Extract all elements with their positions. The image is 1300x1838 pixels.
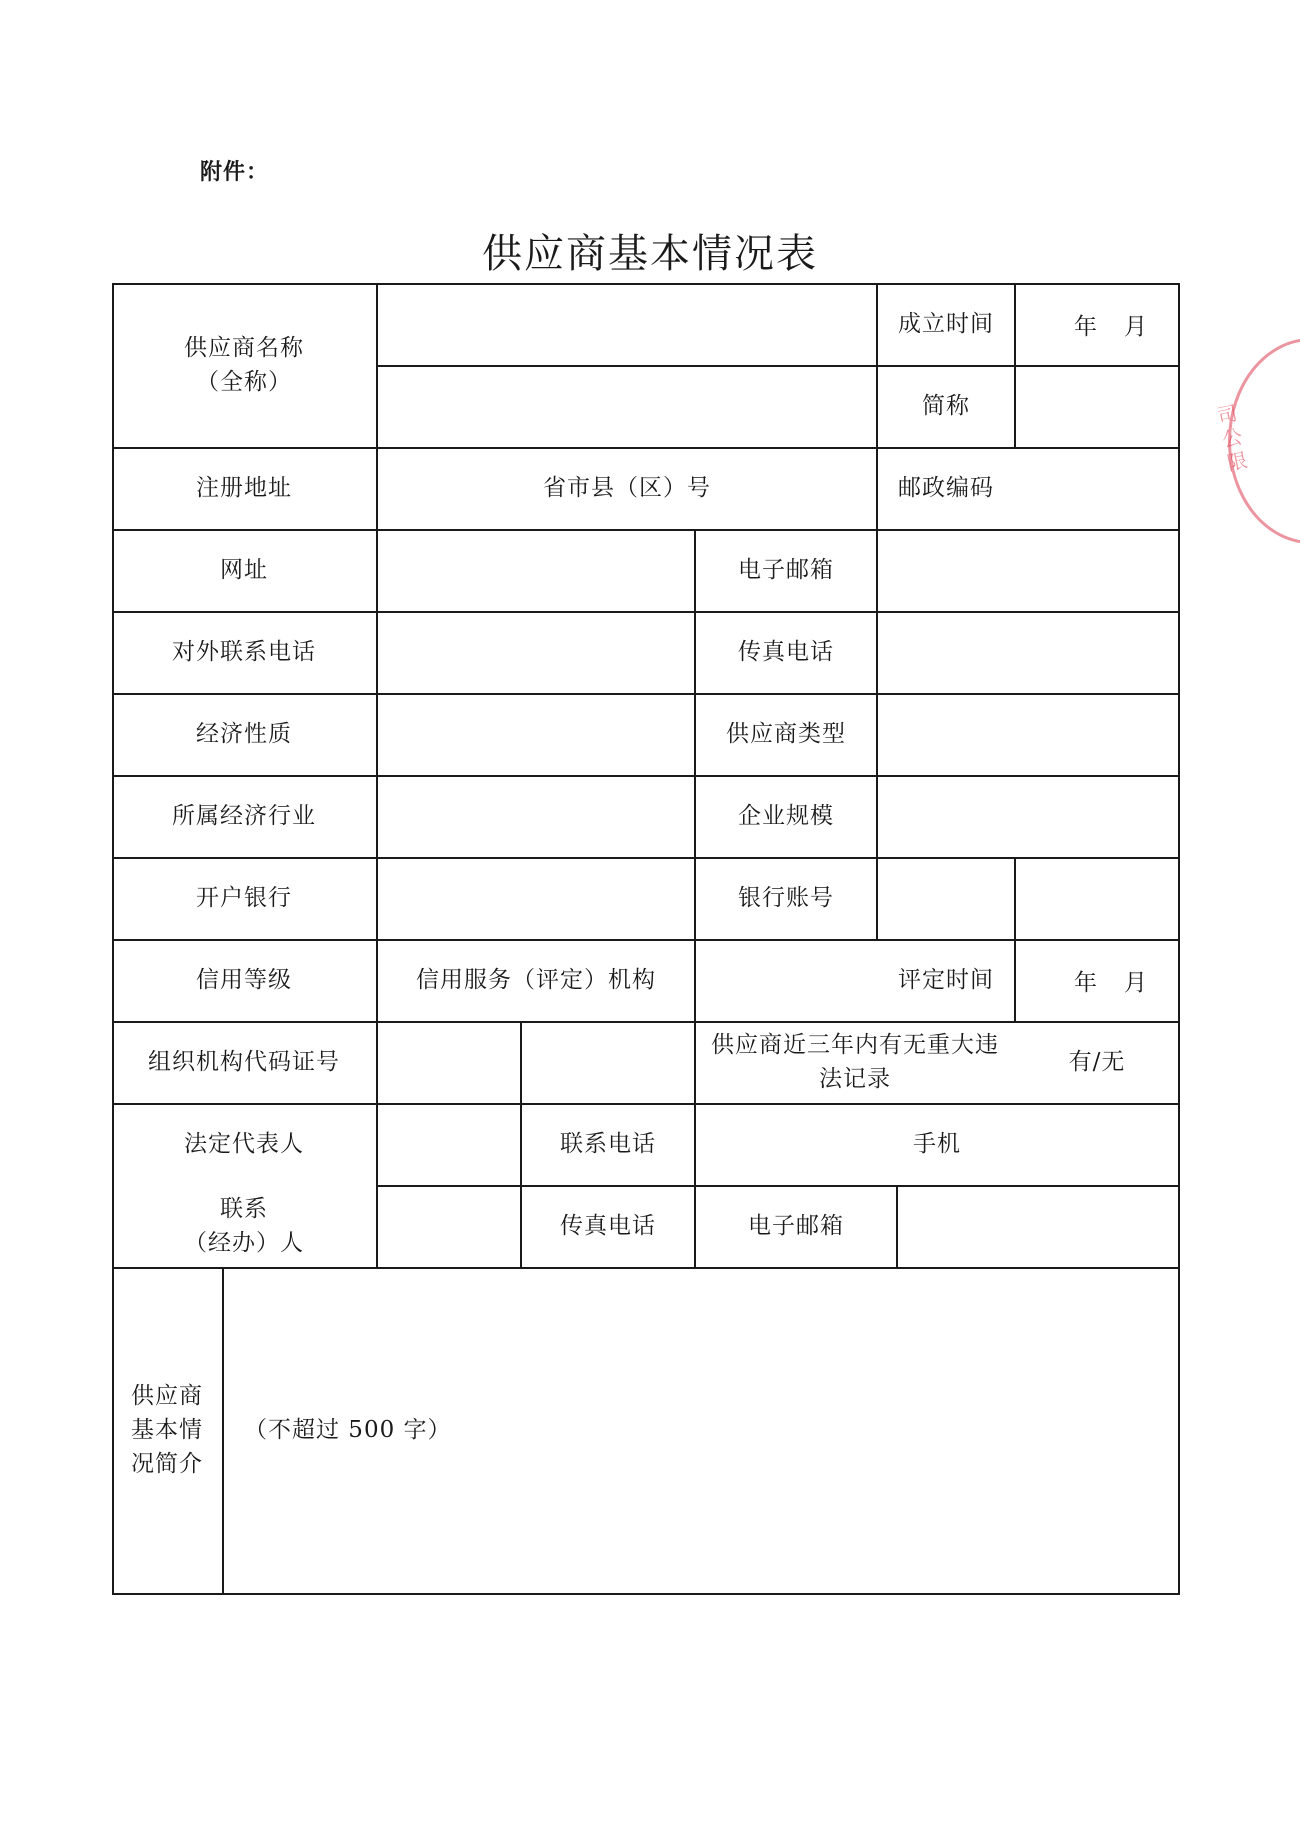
violation-choice: 有/无 [1068, 1049, 1126, 1075]
established-year-label: 年 [1074, 313, 1097, 340]
website-label: 网址 [220, 557, 268, 583]
contact-email-label: 电子邮箱 [748, 1213, 844, 1239]
col-divider [222, 1267, 224, 1595]
supplier-name-label: 供应商名称 （全称） [184, 335, 304, 395]
legal-rep-phone-label: 联系电话 [560, 1131, 656, 1157]
address-template: 省市县（区）号 [543, 475, 711, 501]
credit-agency-label: 信用服务（评定）机构 [416, 967, 656, 993]
seal-text: 司 公 限 [1214, 400, 1250, 476]
form-border-bottom [112, 1593, 1180, 1595]
col-divider [896, 1185, 898, 1267]
attachment-label: 附件： [200, 160, 270, 185]
col-divider [876, 857, 878, 939]
short-name-label: 简称 [922, 393, 970, 419]
rating-year-label: 年 [1074, 969, 1097, 996]
col-divider [376, 283, 378, 1267]
col-divider [1014, 283, 1016, 447]
supplier-info-form [112, 283, 1180, 1595]
org-code-label: 组织机构代码证号 [148, 1049, 340, 1075]
col-divider [1014, 857, 1016, 1021]
rating-month-label: 月 [1124, 969, 1147, 996]
external-phone-label: 对外联系电话 [172, 639, 316, 665]
contact-person-label: 联系 （经办）人 [184, 1196, 304, 1256]
registered-address-label: 注册地址 [196, 475, 292, 501]
economic-nature-label: 经济性质 [196, 721, 292, 747]
established-time-label: 成立时间 [898, 311, 994, 337]
postal-code-label: 邮政编码 [898, 475, 994, 501]
bank-account-label: 银行账号 [738, 885, 834, 911]
legal-rep-mobile-label: 手机 [913, 1131, 961, 1157]
row-divider [378, 365, 1180, 367]
contact-fax-label: 传真电话 [560, 1213, 656, 1239]
enterprise-scale-label: 企业规模 [738, 803, 834, 829]
violation-record-label: 供应商近三年内有无重大违 法记录 [711, 1032, 999, 1092]
supplier-type-label: 供应商类型 [726, 721, 846, 747]
credit-rating-label: 信用等级 [196, 967, 292, 993]
intro-hint: （不超过 500 字） [244, 1417, 452, 1443]
document-title: 供应商基本情况表 [482, 231, 818, 277]
fax-label: 传真电话 [738, 639, 834, 665]
email-label: 电子邮箱 [738, 557, 834, 583]
bank-label: 开户银行 [196, 885, 292, 911]
established-month-label: 月 [1124, 313, 1147, 340]
legal-rep-label: 法定代表人 [184, 1131, 304, 1157]
industry-label: 所属经济行业 [172, 803, 316, 829]
rating-time-label: 评定时间 [898, 967, 994, 993]
intro-label: 供应商 基本情 况简介 [131, 1383, 203, 1477]
